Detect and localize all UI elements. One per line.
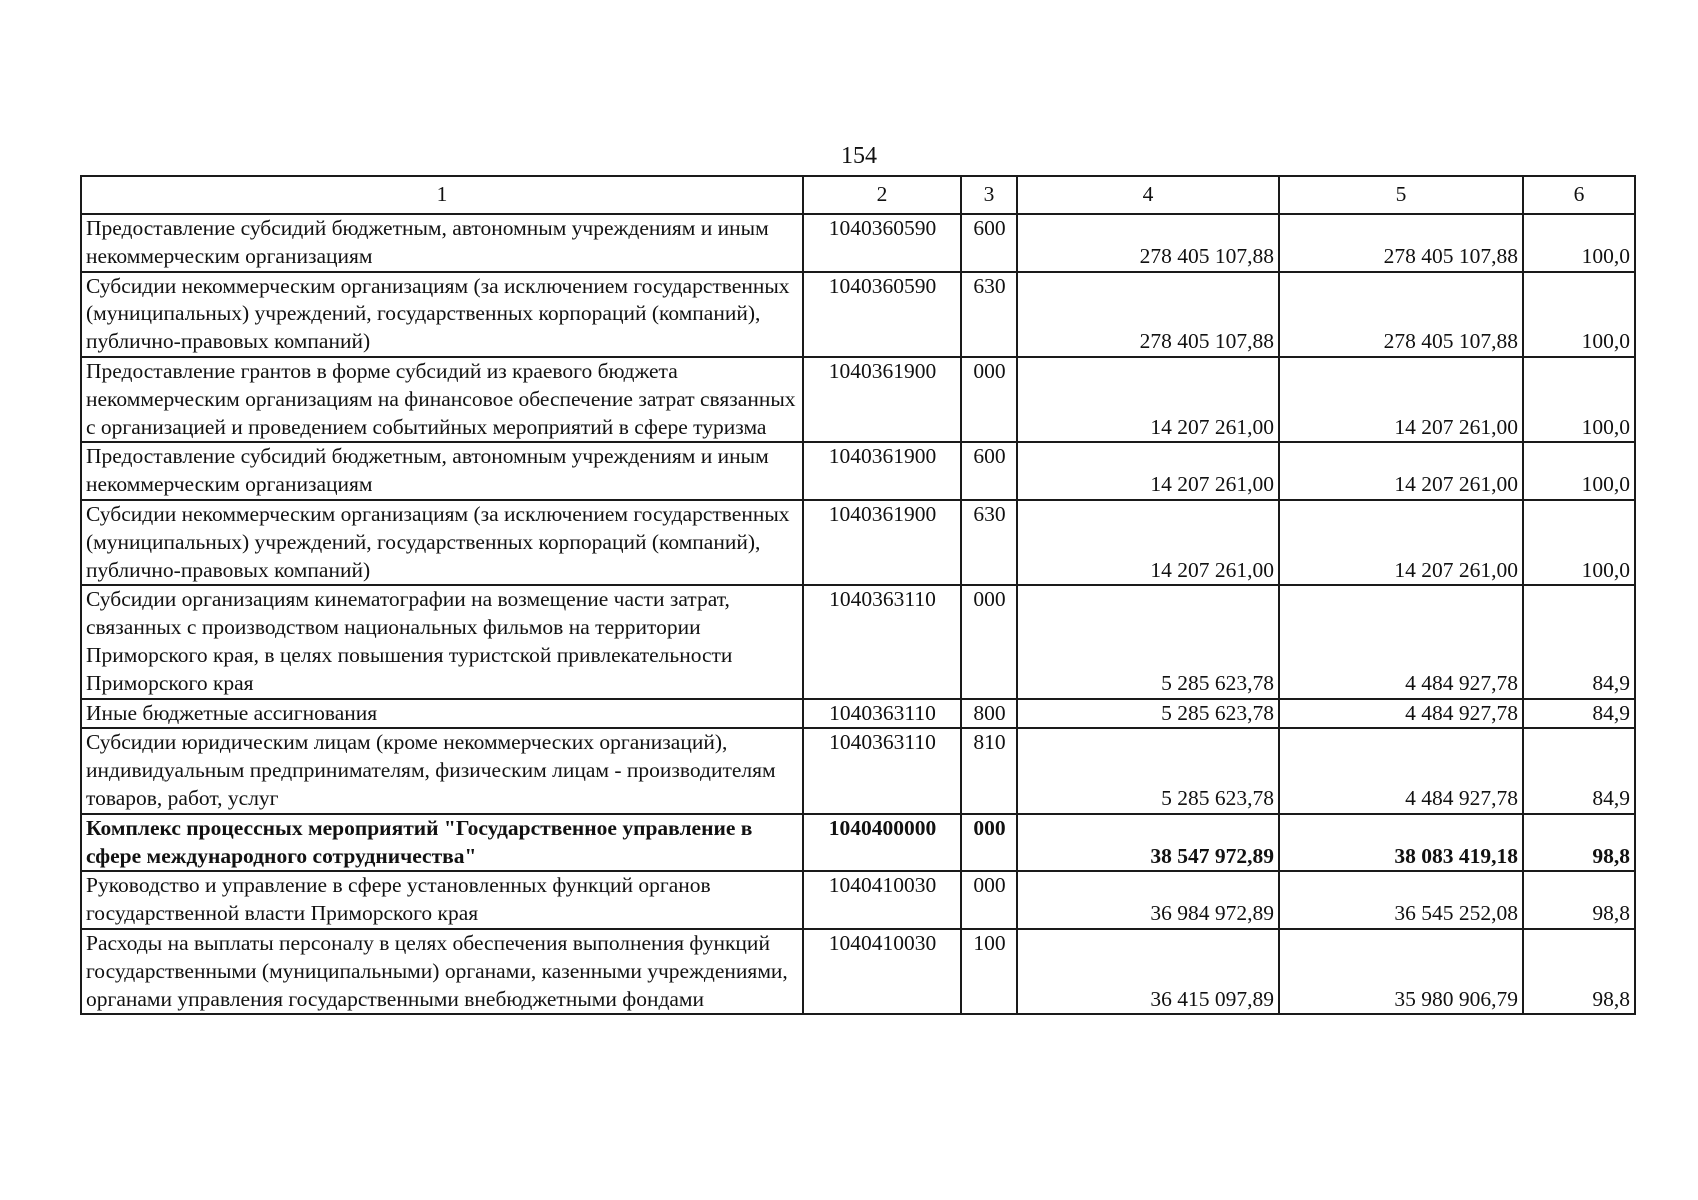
planned-amount-cell: 5 285 623,78 (1017, 699, 1279, 729)
target-article-code-cell: 1040360590 (803, 214, 961, 272)
expense-type-code-cell: 100 (961, 929, 1017, 1014)
expense-type-code-cell: 000 (961, 871, 1017, 929)
expense-type-code-cell: 000 (961, 814, 1017, 872)
table-row (81, 585, 1635, 698)
executed-amount-cell: 38 083 419,18 (1279, 814, 1523, 872)
planned-amount-cell: 278 405 107,88 (1017, 214, 1279, 272)
target-article-code-cell: 1040410030 (803, 871, 961, 929)
planned-amount-cell: 5 285 623,78 (1017, 728, 1279, 813)
target-article-code-cell: 1040363110 (803, 699, 961, 729)
expense-name-cell: Субсидии организациям кинематографии на возмещение части затрат, связанных с производством национальных фильмов на территории Приморского края, в целях повышения туристской привлекательности Приморского края (81, 585, 803, 698)
expense-name-cell: Предоставление грантов в форме субсидий из краевого бюджета некоммерческим организациям на финансовое обеспечение затрат связанных с организацией и проведением событийных мероприятий в сфере туризма (81, 357, 803, 442)
expense-name-cell: Предоставление субсидий бюджетным, автономным учреждениям и иным некоммерческим организациям (81, 214, 803, 272)
table-row (81, 871, 1635, 929)
table-row (81, 728, 1635, 813)
executed-amount-cell: 14 207 261,00 (1279, 500, 1523, 585)
planned-amount-cell: 14 207 261,00 (1017, 442, 1279, 500)
page-number-text: 154 (841, 143, 877, 169)
expense-name-cell: Субсидии юридическим лицам (кроме некоммерческих организаций), индивидуальным предпринимателям, физическим лицам - производителям товаров, работ, услуг (81, 728, 803, 813)
planned-amount-cell: 36 415 097,89 (1017, 929, 1279, 1014)
executed-amount-cell: 4 484 927,78 (1279, 728, 1523, 813)
budget-table (80, 175, 1636, 1015)
header-cell-4: 4 (1017, 176, 1279, 214)
target-article-code-cell: 1040410030 (803, 929, 961, 1014)
table-row (81, 699, 1635, 729)
execution-percent-cell: 100,0 (1523, 214, 1635, 272)
executed-amount-cell: 4 484 927,78 (1279, 585, 1523, 698)
table-row (81, 357, 1635, 442)
target-article-code-cell: 1040361900 (803, 357, 961, 442)
planned-amount-cell: 14 207 261,00 (1017, 500, 1279, 585)
expense-name-cell: Руководство и управление в сфере установленных функций органов государственной власти Приморского края (81, 871, 803, 929)
budget-table-body (81, 176, 1635, 1014)
table-row (81, 814, 1635, 872)
header-cell-1: 1 (81, 176, 803, 214)
execution-percent-cell: 100,0 (1523, 272, 1635, 357)
target-article-code-cell: 1040360590 (803, 272, 961, 357)
table-row (81, 272, 1635, 357)
expense-type-code-cell: 000 (961, 585, 1017, 698)
target-article-code-cell: 1040363110 (803, 728, 961, 813)
executed-amount-cell: 278 405 107,88 (1279, 214, 1523, 272)
expense-name-cell: Субсидии некоммерческим организациям (за исключением государственных (муниципальных) учреждений, государственных корпораций (компаний), публично-правовых компаний) (81, 500, 803, 585)
target-article-code-cell: 1040363110 (803, 585, 961, 698)
expense-type-code-cell: 600 (961, 442, 1017, 500)
executed-amount-cell: 35 980 906,79 (1279, 929, 1523, 1014)
execution-percent-cell: 98,8 (1523, 814, 1635, 872)
planned-amount-cell: 278 405 107,88 (1017, 272, 1279, 357)
expense-type-code-cell: 630 (961, 500, 1017, 585)
table-row (81, 442, 1635, 500)
executed-amount-cell: 14 207 261,00 (1279, 442, 1523, 500)
target-article-code-cell: 1040361900 (803, 442, 961, 500)
expense-type-code-cell: 810 (961, 728, 1017, 813)
execution-percent-cell: 84,9 (1523, 585, 1635, 698)
expense-type-code-cell: 000 (961, 357, 1017, 442)
expense-name-cell: Иные бюджетные ассигнования (81, 699, 803, 729)
header-row (81, 176, 1635, 214)
expense-name-cell: Расходы на выплаты персоналу в целях обеспечения выполнения функций государственными (муниципальными) органами, казенными учреждениями, органами управления государственными внебюджетными фондами (81, 929, 803, 1014)
planned-amount-cell: 5 285 623,78 (1017, 585, 1279, 698)
header-cell-3: 3 (961, 176, 1017, 214)
target-article-code-cell: 1040361900 (803, 500, 961, 585)
execution-percent-cell: 100,0 (1523, 357, 1635, 442)
page-number (0, 142, 1698, 170)
target-article-code-cell: 1040400000 (803, 814, 961, 872)
executed-amount-cell: 278 405 107,88 (1279, 272, 1523, 357)
planned-amount-cell: 36 984 972,89 (1017, 871, 1279, 929)
table-row (81, 214, 1635, 272)
header-cell-6: 6 (1523, 176, 1635, 214)
table-row (81, 500, 1635, 585)
table-row (81, 929, 1635, 1014)
executed-amount-cell: 36 545 252,08 (1279, 871, 1523, 929)
header-cell-5: 5 (1279, 176, 1523, 214)
execution-percent-cell: 84,9 (1523, 699, 1635, 729)
expense-name-cell: Субсидии некоммерческим организациям (за исключением государственных (муниципальных) учреждений, государственных корпораций (компаний), публично-правовых компаний) (81, 272, 803, 357)
planned-amount-cell: 14 207 261,00 (1017, 357, 1279, 442)
planned-amount-cell: 38 547 972,89 (1017, 814, 1279, 872)
expense-name-cell: Комплекс процессных мероприятий "Государственное управление в сфере международного сотрудничества" (81, 814, 803, 872)
executed-amount-cell: 14 207 261,00 (1279, 357, 1523, 442)
executed-amount-cell: 4 484 927,78 (1279, 699, 1523, 729)
execution-percent-cell: 98,8 (1523, 871, 1635, 929)
execution-percent-cell: 100,0 (1523, 500, 1635, 585)
expense-name-cell: Предоставление субсидий бюджетным, автономным учреждениям и иным некоммерческим организациям (81, 442, 803, 500)
execution-percent-cell: 100,0 (1523, 442, 1635, 500)
expense-type-code-cell: 600 (961, 214, 1017, 272)
header-cell-2: 2 (803, 176, 961, 214)
execution-percent-cell: 84,9 (1523, 728, 1635, 813)
expense-type-code-cell: 800 (961, 699, 1017, 729)
execution-percent-cell: 98,8 (1523, 929, 1635, 1014)
expense-type-code-cell: 630 (961, 272, 1017, 357)
